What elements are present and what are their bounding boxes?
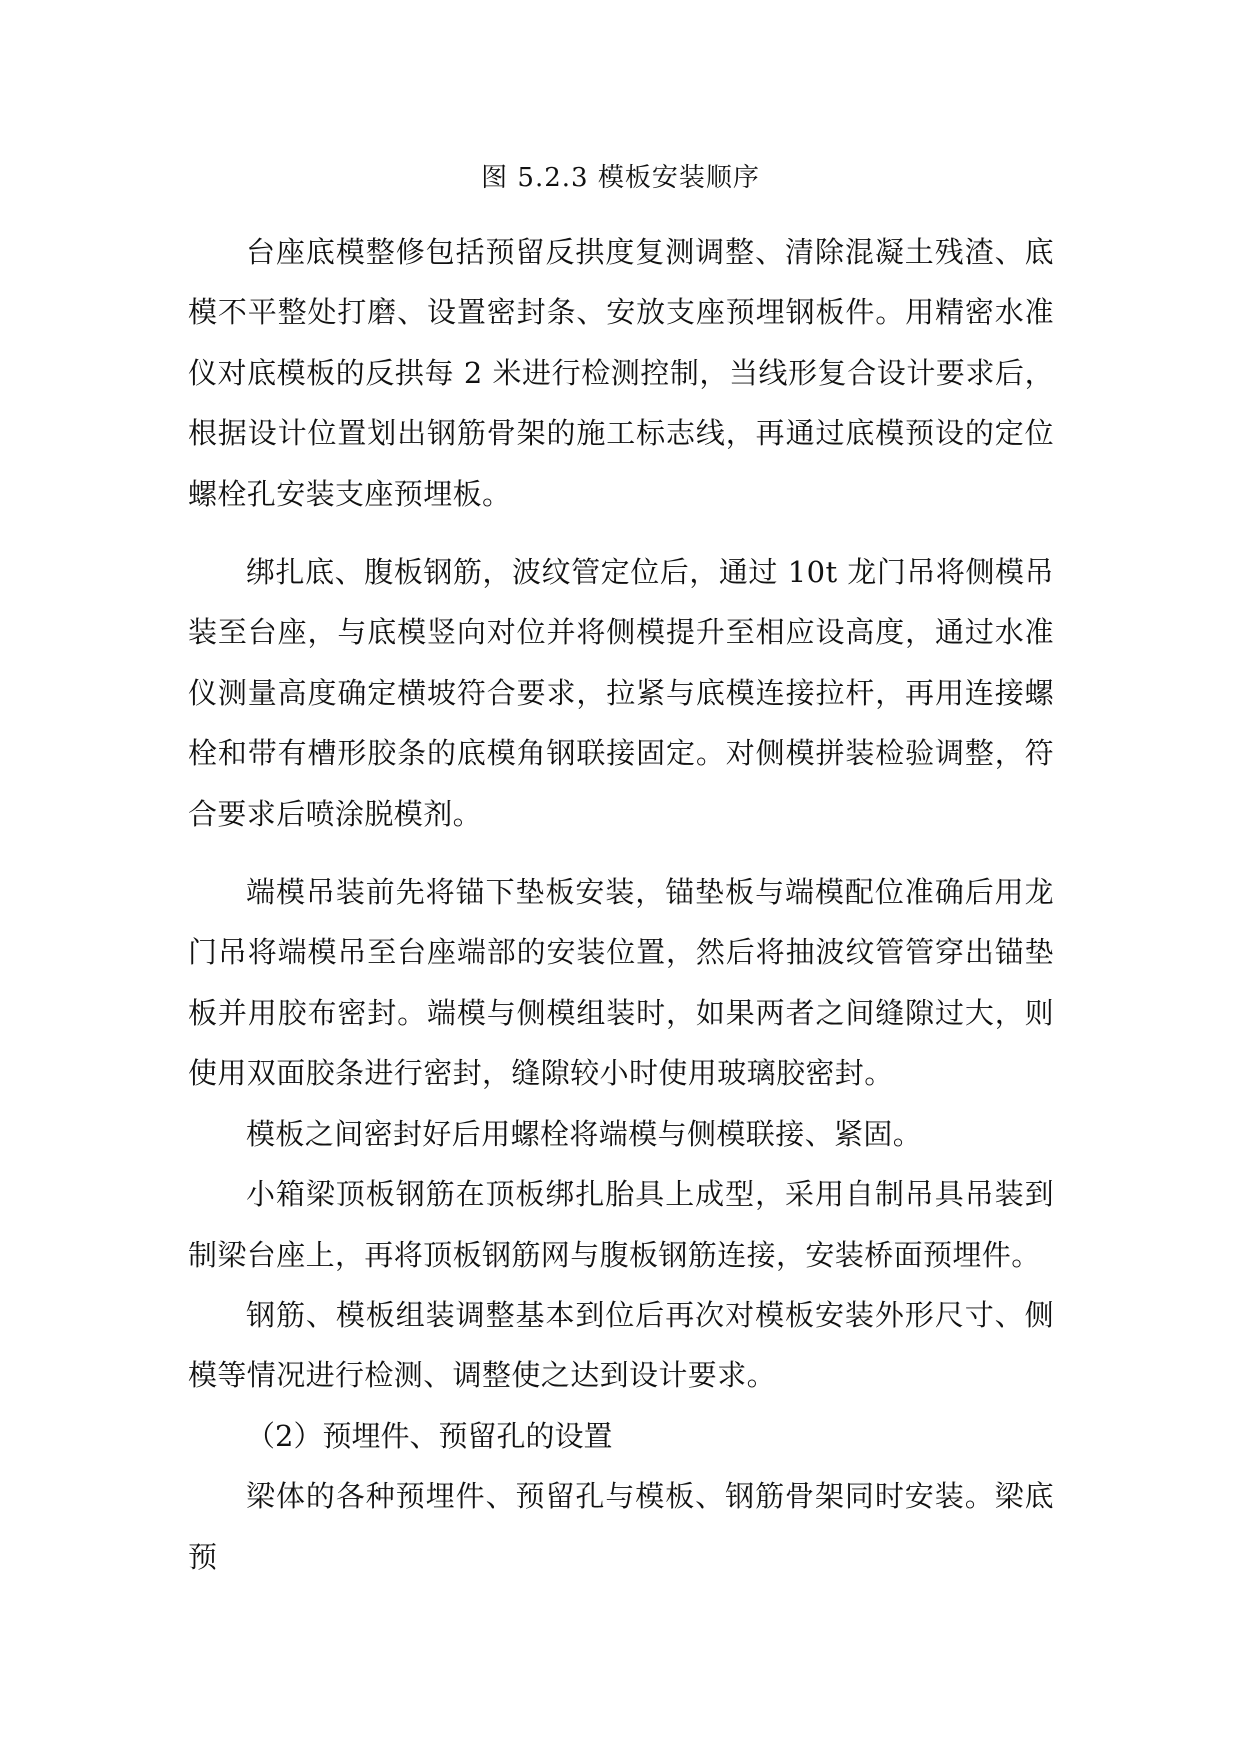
paragraph-base-mold-repair: 台座底模整修包括预留反拱度复测调整、清除混凝土残渣、底模不平整处打磨、设置密封条、安放支座预埋钢板件。用精密水准仪对底模板的反拱每 2 米进行检测控制，当线形复合设计要求后，根据设计位置划出钢筋骨架的施工标志线，再通过底模预设的定位螺栓孔安装支座预埋板。	[188, 235, 1054, 511]
document-body	[188, 222, 1054, 1587]
paragraph-embedded-parts: 梁体的各种预埋件、预留孔与模板、钢筋骨架同时安装。梁底预	[188, 1479, 1054, 1574]
paragraph-top-plate-rebar: 小箱梁顶板钢筋在顶板绑扎胎具上成型，采用自制吊具吊装到制梁台座上，再将顶板钢筋网与腹板钢筋连接，安装桥面预埋件。	[188, 1177, 1054, 1272]
paragraph-mold-fastening: 模板之间密封好后用螺栓将端模与侧模联接、紧固。	[246, 1116, 923, 1151]
paragraph-side-mold-installation: 绑扎底、腹板钢筋，波纹管定位后，通过 10t 龙门吊将侧模吊装至台座，与底模竖向对位并将侧模提升至相应设高度，通过水准仪测量高度确定横坡符合要求，拉紧与底模连接拉杆，再用连接螺栓和带有槽形胶条的底模角钢联接固定。对侧模拼装检验调整，符合要求后喷涂脱模剂。	[188, 555, 1054, 831]
paragraph-end-mold-installation: 端模吊装前先将锚下垫板安装，锚垫板与端模配位准确后用龙门吊将端模吊至台座端部的安装位置，然后将抽波纹管管穿出锚垫板并用胶布密封。端模与侧模组装时，如果两者之间缝隙过大，则使用双面胶条进行密封，缝隙较小时使用玻璃胶密封。	[188, 875, 1054, 1091]
figure-caption: 图 5.2.3 模板安装顺序	[481, 163, 760, 193]
paragraph-final-adjustment: 钢筋、模板组装调整基本到位后再次对模板安装外形尺寸、侧模等情况进行检测、调整使之达到设计要求。	[188, 1297, 1054, 1393]
section-subheading: （2）预埋件、预留孔的设置	[246, 1418, 613, 1453]
